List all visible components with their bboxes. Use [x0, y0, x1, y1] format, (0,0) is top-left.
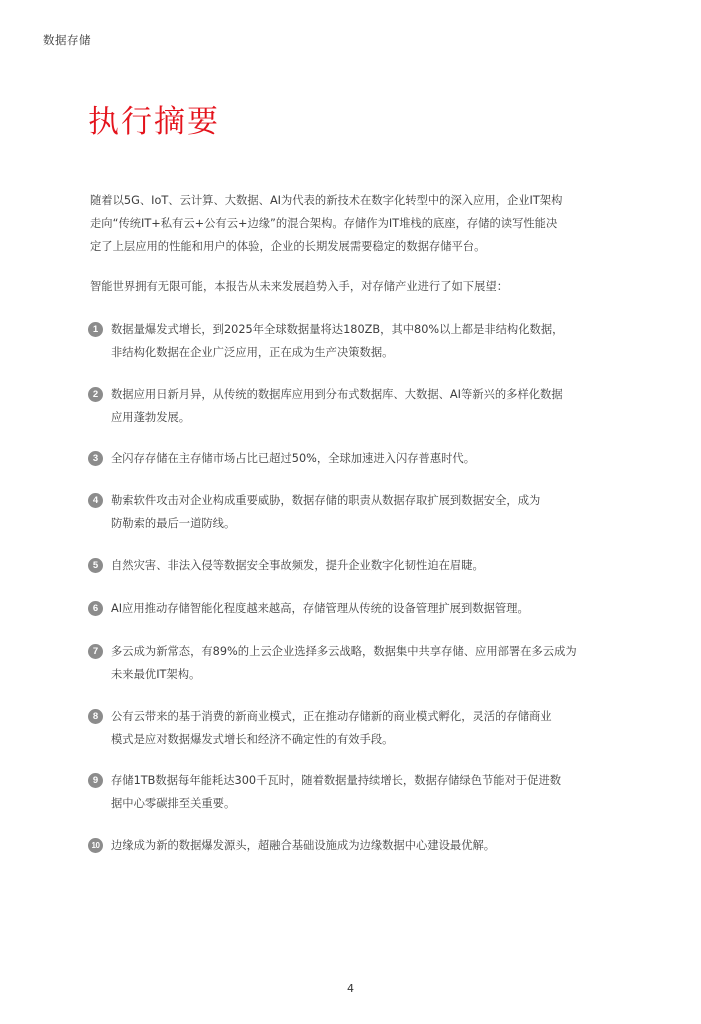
section-label: 数据存储	[43, 33, 91, 47]
number-badge-icon: 4	[88, 493, 103, 508]
outlook-item-text	[111, 597, 616, 620]
outlook-item-text	[111, 554, 616, 577]
page-number: 4	[347, 982, 354, 995]
number-badge-icon: 6	[88, 601, 103, 616]
outlook-item-text	[111, 834, 616, 857]
number-badge-icon: 3	[88, 451, 103, 466]
number-badge-icon: 9	[88, 773, 103, 788]
outlook-line: 非结构化数据在企业广泛应用，正在成为生产决策数据。	[111, 346, 394, 359]
outlook-line: 未来最优IT架构。	[111, 668, 201, 681]
outlook-line: 自然灾害、非法入侵等数据安全事故频发，提升企业数字化韧性迫在眉睫。	[111, 559, 484, 572]
outlook-line: 数据量爆发式增长，到2025年全球数据量将达180ZB，其中80%以上都是非结构化数据，	[111, 323, 564, 336]
intro-line: 随着以5G、IoT、云计算、大数据、AI为代表的新技术在数字化转型中的深入应用，企业IT架构	[90, 194, 563, 207]
number-badge-icon: 5	[88, 558, 103, 573]
outlook-line: 数据应用日新月异，从传统的数据库应用到分布式数据库、大数据、AI等新兴的多样化数据	[111, 388, 563, 401]
number-badge-icon: 7	[88, 644, 103, 659]
outlook-line: 模式是应对数据爆发式增长和经济不确定性的有效手段。	[111, 733, 394, 746]
number-badge-icon: 10	[88, 838, 103, 853]
outlook-line: 应用蓬勃发展。	[111, 411, 191, 424]
number-badge-icon: 2	[88, 387, 103, 402]
outlook-line: 防勒索的最后一道防线。	[111, 517, 236, 530]
outlook-line: 全闪存存储在主存储市场占比已超过50%，全球加速进入闪存普惠时代。	[111, 452, 476, 465]
outlook-line: 据中心零碳排至关重要。	[111, 797, 236, 810]
intro-paragraph	[90, 189, 615, 258]
page-title: 执行摘要	[88, 104, 220, 140]
outlook-item-text	[111, 640, 616, 686]
outlook-item-text	[111, 489, 616, 535]
outlook-line: 多云成为新常态，有89%的上云企业选择多云战略，数据集中共享存储、应用部署在多云成为	[111, 645, 577, 658]
outlook-line: 存储1TB数据每年能耗达300千瓦时，随着数据量持续增长，数据存储绿色节能对于促进数	[111, 774, 562, 787]
outlook-item-text	[111, 383, 616, 429]
intro-line: 定了上层应用的性能和用户的体验，企业的长期发展需要稳定的数据存储平台。	[90, 240, 486, 253]
outlook-item-text	[111, 318, 616, 364]
intro-line: 走向“传统IT+私有云+公有云+边缘”的混合架构。存储作为IT堆栈的底座，存储的读写性能决	[90, 217, 558, 230]
outlook-item-text	[111, 447, 616, 470]
outlook-line: 边缘成为新的数据爆发源头，超融合基础设施成为边缘数据中心建设最优解。	[111, 839, 496, 852]
outlook-item-text	[111, 705, 616, 751]
number-badge-icon: 1	[88, 322, 103, 337]
lead-paragraph: 智能世界拥有无限可能，本报告从未来发展趋势入手，对存储产业进行了如下展望：	[90, 280, 508, 293]
number-badge-icon: 8	[88, 709, 103, 724]
outlook-line: 公有云带来的基于消费的新商业模式，正在推动存储新的商业模式孵化，灵活的存储商业	[111, 710, 552, 723]
outlook-line: AI应用推动存储智能化程度越来越高，存储管理从传统的设备管理扩展到数据管理。	[111, 602, 529, 615]
outlook-item-text	[111, 769, 616, 815]
outlook-line: 勒索软件攻击对企业构成重要威胁，数据存储的职责从数据存取扩展到数据安全，成为	[111, 494, 541, 507]
